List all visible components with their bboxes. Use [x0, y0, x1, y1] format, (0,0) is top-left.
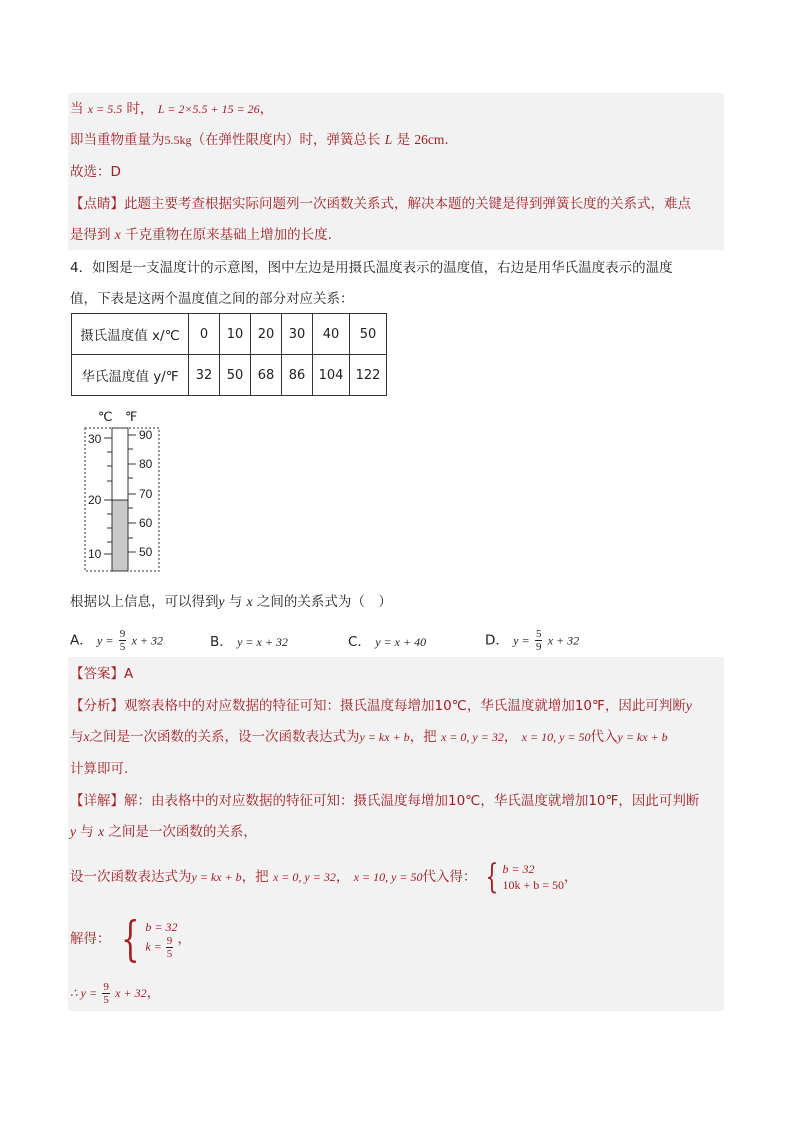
detail-tag: 【详解】: [70, 793, 124, 809]
detail-line-5: ∴ y = $\frac{9}{5}$ x + 32，: [70, 980, 161, 1006]
celsius-unit-label: ℃: [98, 409, 113, 424]
analysis-line-1: 【分析】观察表格中的对应数据的特征可知：摄氏温度每增加10℃，华氏温度就增加10℉，因此可判断y: [70, 698, 692, 714]
fraction: $\frac{9}{5}$: [119, 628, 126, 653]
option-a[interactable]: A． y = $\frac{9}{5}$ x + 32: [70, 628, 164, 653]
fraction: $\frac{5}{9}$: [535, 628, 542, 653]
question-4-prompt: 根据以上信息，可以得到y 与 x 之间的关系式为（ ）: [70, 594, 392, 610]
table-cell: 50: [350, 314, 387, 355]
table-cell: 32: [189, 355, 220, 396]
detail-line-2: y 与 x 之间是一次函数的关系，: [70, 824, 257, 840]
fahrenheit-tick-label: 50: [139, 545, 153, 559]
table-row-celsius: [72, 314, 387, 355]
thermometer-figure: [80, 404, 164, 576]
prev-line-dianjing-2: 是得到 x 千克重物在原来基础上增加的长度.: [70, 227, 332, 243]
fahrenheit-tick-label: 90: [139, 428, 153, 442]
analysis-line-3: 计算即可.: [70, 761, 129, 777]
celsius-tick-label: 30: [88, 432, 102, 446]
table-cell: 40: [313, 314, 350, 355]
fahrenheit-tick-label: 70: [139, 487, 153, 501]
table-cell: 104: [313, 355, 350, 396]
system-brace: {: [485, 857, 499, 897]
option-c[interactable]: C． y = x + 40: [348, 634, 427, 650]
prev-line-choice: 故选：D: [70, 164, 121, 180]
detail-line-4: 解得： { b = 32 k = $\frac{9}{5}$ ，: [70, 911, 191, 967]
system-brace: {: [120, 911, 140, 967]
option-d[interactable]: D． y = $\frac{5}{9}$ x + 32: [485, 628, 580, 653]
table-cell: 68: [251, 355, 282, 396]
question-4-line-1: 4．如图是一支温度计的示意图，图中左边是用摄氏温度表示的温度值，右边是用华氏温度表示的温度: [70, 260, 673, 276]
table-cell: 0: [189, 314, 220, 355]
table-row-head: 华氏温度值 y/℉: [72, 355, 189, 396]
fahrenheit-tick-label: 60: [139, 516, 153, 530]
table-row-head: 摄氏温度值 x/℃: [72, 314, 189, 355]
option-b[interactable]: B． y = x + 32: [210, 634, 288, 650]
fahrenheit-scale: [128, 435, 136, 552]
fraction: $\frac{9}{5}$: [166, 934, 173, 960]
answer-tag: 【答案】: [70, 666, 124, 682]
answer-line: 【答案】A: [70, 666, 134, 682]
prev-line-2: 即当重物重量为5.5kg（在弹性限度内）时，弹簧总长 L 是 26cm.: [70, 132, 449, 148]
table-cell: 30: [282, 314, 313, 355]
fraction: $\frac{9}{5}$: [103, 980, 109, 1006]
temperature-table: [71, 313, 387, 396]
equation-system: b = 32 k = $\frac{9}{5}$: [145, 919, 178, 960]
analysis-line-2: 与x之间是一次函数的关系，设一次函数表达式为y = kx + b，把 x = 0, y = 32， x = 10, y = 50代入y = kx + b: [70, 729, 668, 745]
table-cell: 20: [251, 314, 282, 355]
detail-line-3: 设一次函数表达式为y = kx + b，把 x = 0, y = 32， x = 10, y = 50代入得： { b = 32 10k + b = 50 ，: [70, 857, 578, 897]
table-cell: 50: [220, 355, 251, 396]
analysis-tag: 【分析】: [70, 698, 124, 714]
table-cell: 10: [220, 314, 251, 355]
celsius-tick-label: 10: [88, 547, 102, 561]
prev-line-1: 当 x = 5.5 时， L = 2×5.5 + 15 = 26，: [70, 101, 274, 117]
mercury-column: [112, 500, 128, 571]
table-cell: 122: [350, 355, 387, 396]
equation-system: b = 32 10k + b = 50: [502, 862, 564, 892]
dianjing-tag: 【点睛】: [70, 196, 124, 212]
celsius-tick-label: 20: [88, 493, 102, 507]
prev-line-dianjing: 【点睛】此题主要考查根据实际问题列一次函数关系式，解决本题的关键是得到弹簧长度的关系式，难点: [70, 196, 691, 212]
table-cell: 86: [282, 355, 313, 396]
detail-line-1: 【详解】解：由表格中的对应数据的特征可知：摄氏温度每增加10℃，华氏温度就增加10℉，因此可判断: [70, 793, 700, 809]
table-row-fahrenheit: [72, 355, 387, 396]
fahrenheit-unit-label: ℉: [125, 409, 138, 424]
question-4-line-2: 值，下表是这两个温度值之间的部分对应关系：: [70, 291, 354, 307]
celsius-scale: [104, 438, 112, 554]
fahrenheit-tick-label: 80: [139, 457, 153, 471]
